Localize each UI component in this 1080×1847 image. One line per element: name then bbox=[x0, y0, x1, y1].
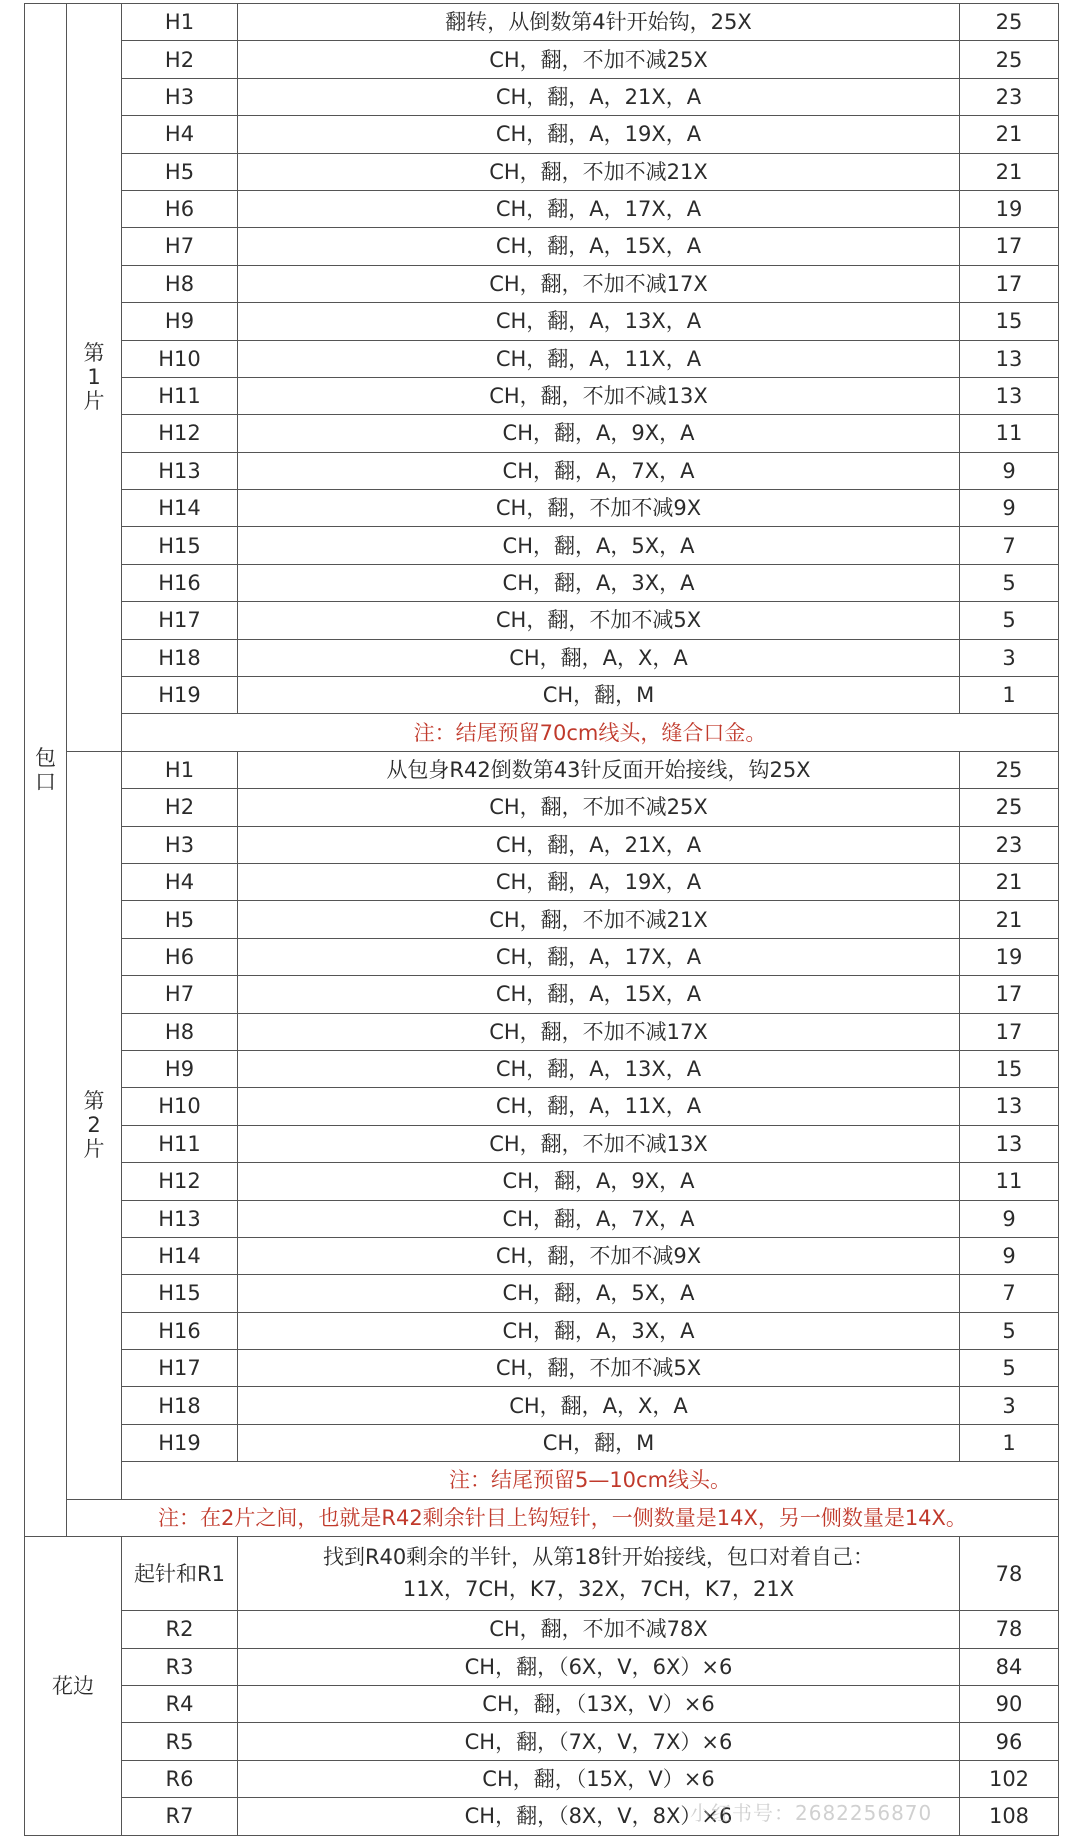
row-instruction: CH，翻，不加不减21X bbox=[238, 901, 960, 938]
row-id: H13 bbox=[122, 1200, 238, 1237]
row-id: H3 bbox=[122, 826, 238, 863]
table-row bbox=[25, 751, 1059, 788]
table-row bbox=[25, 863, 1059, 900]
row-id: R3 bbox=[122, 1648, 238, 1685]
row-id: H17 bbox=[122, 602, 238, 639]
row-id: H11 bbox=[122, 1125, 238, 1162]
table-row bbox=[25, 564, 1059, 601]
row-id: R4 bbox=[122, 1685, 238, 1722]
table-row bbox=[25, 527, 1059, 564]
stitch-count: 3 bbox=[960, 639, 1059, 676]
instruction-line: 找到R40剩余的半针，从第18针开始接线，包口对着自己： bbox=[322, 1545, 875, 1570]
stitch-count: 13 bbox=[960, 377, 1059, 414]
stitch-count: 5 bbox=[960, 1350, 1059, 1387]
stitch-count: 15 bbox=[960, 1050, 1059, 1087]
row-id: H8 bbox=[122, 1013, 238, 1050]
stitch-count: 3 bbox=[960, 1387, 1059, 1424]
stitch-count: 23 bbox=[960, 78, 1059, 115]
row-id: R6 bbox=[122, 1760, 238, 1797]
row-instruction: CH，翻，A，17X，A bbox=[238, 938, 960, 975]
row-instruction: CH，翻，不加不减21X bbox=[238, 153, 960, 190]
row-id: H6 bbox=[122, 190, 238, 227]
row-instruction: CH，翻，A，13X，A bbox=[238, 1050, 960, 1087]
table-row bbox=[25, 1013, 1059, 1050]
stitch-count: 11 bbox=[960, 1163, 1059, 1200]
table-row bbox=[25, 303, 1059, 340]
table-row bbox=[25, 1760, 1059, 1797]
row-instruction: CH，翻，A，7X，A bbox=[238, 452, 960, 489]
piece-label-char: 第 bbox=[83, 341, 105, 366]
stitch-count: 21 bbox=[960, 116, 1059, 153]
stitch-count: 19 bbox=[960, 190, 1059, 227]
row-instruction: CH，翻，A，11X，A bbox=[238, 340, 960, 377]
table-row bbox=[25, 1163, 1059, 1200]
table-row bbox=[25, 602, 1059, 639]
row-instruction: CH，翻，不加不减25X bbox=[238, 41, 960, 78]
row-instruction: CH，翻，（15X，V）×6 bbox=[238, 1760, 960, 1797]
table-row bbox=[25, 340, 1059, 377]
row-instruction: CH，翻，A，7X，A bbox=[238, 1200, 960, 1237]
row-id: H10 bbox=[122, 1088, 238, 1125]
row-instruction: CH，翻，不加不减25X bbox=[238, 789, 960, 826]
table-row bbox=[25, 116, 1059, 153]
row-id: H1 bbox=[122, 751, 238, 788]
row-id: H5 bbox=[122, 153, 238, 190]
row-id: H9 bbox=[122, 1050, 238, 1087]
piece-note: 注：结尾预留5—10cm线头。 bbox=[122, 1462, 1059, 1499]
stitch-count: 13 bbox=[960, 1088, 1059, 1125]
watermark-text: 小红书号：2682256870 bbox=[690, 1801, 933, 1825]
stitch-count: 108 bbox=[960, 1798, 1059, 1835]
row-instruction: 从包身R42倒数第43针反面开始接线，钩25X bbox=[238, 751, 960, 788]
piece-label-char: 1 bbox=[87, 365, 101, 390]
table-row bbox=[25, 639, 1059, 676]
stitch-count: 25 bbox=[960, 751, 1059, 788]
table-row bbox=[25, 1200, 1059, 1237]
row-id: H16 bbox=[122, 564, 238, 601]
stitch-count: 21 bbox=[960, 863, 1059, 900]
section-label-edge: 花边 bbox=[25, 1537, 122, 1836]
stitch-count: 17 bbox=[960, 1013, 1059, 1050]
row-instruction bbox=[238, 1537, 960, 1611]
stitch-count: 11 bbox=[960, 415, 1059, 452]
table-row bbox=[25, 153, 1059, 190]
row-id: H3 bbox=[122, 78, 238, 115]
table-row bbox=[25, 377, 1059, 414]
stitch-count: 17 bbox=[960, 265, 1059, 302]
table-row bbox=[25, 1424, 1059, 1461]
row-instruction: CH，翻，不加不减9X bbox=[238, 1237, 960, 1274]
row-instruction: CH，翻，不加不减9X bbox=[238, 490, 960, 527]
table-row bbox=[25, 490, 1059, 527]
row-id: H2 bbox=[122, 41, 238, 78]
row-id: H10 bbox=[122, 340, 238, 377]
table-row bbox=[25, 976, 1059, 1013]
row-id: H19 bbox=[122, 1424, 238, 1461]
stitch-count: 15 bbox=[960, 303, 1059, 340]
stitch-count: 7 bbox=[960, 527, 1059, 564]
row-instruction: CH，翻，不加不减5X bbox=[238, 602, 960, 639]
piece-label-char: 片 bbox=[83, 389, 105, 414]
table-row bbox=[25, 1275, 1059, 1312]
row-id: H18 bbox=[122, 1387, 238, 1424]
table-row bbox=[25, 1462, 1059, 1499]
row-id: H14 bbox=[122, 1237, 238, 1274]
stitch-count: 78 bbox=[960, 1537, 1059, 1611]
stitch-count: 5 bbox=[960, 602, 1059, 639]
row-id: R2 bbox=[122, 1611, 238, 1648]
row-instruction: CH，翻，A，X，A bbox=[238, 639, 960, 676]
row-id: H8 bbox=[122, 265, 238, 302]
row-instruction: CH，翻，（13X，V）×6 bbox=[238, 1685, 960, 1722]
table-row bbox=[25, 415, 1059, 452]
stitch-count: 19 bbox=[960, 938, 1059, 975]
table-row bbox=[25, 1387, 1059, 1424]
row-id: H11 bbox=[122, 377, 238, 414]
stitch-count: 9 bbox=[960, 1200, 1059, 1237]
stitch-count: 23 bbox=[960, 826, 1059, 863]
table-row bbox=[25, 190, 1059, 227]
table-row bbox=[25, 789, 1059, 826]
section-label-mouth: 包口 bbox=[25, 4, 67, 1537]
stitch-count: 13 bbox=[960, 1125, 1059, 1162]
row-id: 起针和R1 bbox=[122, 1537, 238, 1611]
piece-label bbox=[67, 751, 122, 1499]
row-instruction: CH，翻，A，9X，A bbox=[238, 415, 960, 452]
row-id: H7 bbox=[122, 228, 238, 265]
stitch-count: 7 bbox=[960, 1275, 1059, 1312]
stitch-count: 90 bbox=[960, 1685, 1059, 1722]
table-row bbox=[25, 452, 1059, 489]
row-id: R5 bbox=[122, 1723, 238, 1760]
table-row bbox=[25, 826, 1059, 863]
table-row bbox=[25, 714, 1059, 751]
stitch-count: 1 bbox=[960, 1424, 1059, 1461]
row-id: H4 bbox=[122, 116, 238, 153]
row-id: H12 bbox=[122, 1163, 238, 1200]
table-row bbox=[25, 1088, 1059, 1125]
row-instruction: CH，翻，A，19X，A bbox=[238, 863, 960, 900]
row-instruction: CH，翻，不加不减13X bbox=[238, 377, 960, 414]
stitch-count: 21 bbox=[960, 901, 1059, 938]
row-id: H14 bbox=[122, 490, 238, 527]
piece-label-char: 第 bbox=[83, 1089, 105, 1113]
stitch-count: 96 bbox=[960, 1723, 1059, 1760]
stitch-count: 25 bbox=[960, 789, 1059, 826]
row-instruction: CH，翻，A，11X，A bbox=[238, 1088, 960, 1125]
instruction-line: 11X，7CH，K7，32X，7CH，K7，21X bbox=[402, 1576, 795, 1601]
row-instruction: CH，翻，A，5X，A bbox=[238, 527, 960, 564]
row-instruction: CH，翻，M bbox=[238, 677, 960, 714]
row-instruction: CH，翻，（7X，V，7X）×6 bbox=[238, 1723, 960, 1760]
table-row bbox=[25, 1050, 1059, 1087]
row-instruction: CH，翻，A，X，A bbox=[238, 1387, 960, 1424]
table-row bbox=[25, 1685, 1059, 1722]
row-id: H13 bbox=[122, 452, 238, 489]
row-id: H9 bbox=[122, 303, 238, 340]
crochet-pattern-table bbox=[24, 3, 1059, 1836]
row-instruction: CH，翻，A，15X，A bbox=[238, 976, 960, 1013]
row-instruction: CH，翻，A，13X，A bbox=[238, 303, 960, 340]
stitch-count: 1 bbox=[960, 677, 1059, 714]
table-row bbox=[25, 1537, 1059, 1611]
stitch-count: 17 bbox=[960, 976, 1059, 1013]
row-instruction: CH，翻，A，3X，A bbox=[238, 564, 960, 601]
piece-label bbox=[67, 4, 122, 752]
row-id: H15 bbox=[122, 1275, 238, 1312]
row-id: H12 bbox=[122, 415, 238, 452]
row-instruction: CH，翻，（6X，V，6X）×6 bbox=[238, 1648, 960, 1685]
row-instruction: CH，翻，A，17X，A bbox=[238, 190, 960, 227]
table-row bbox=[25, 938, 1059, 975]
stitch-count: 9 bbox=[960, 1237, 1059, 1274]
table-row bbox=[25, 265, 1059, 302]
row-id: H5 bbox=[122, 901, 238, 938]
piece-label-char: 片 bbox=[83, 1137, 105, 1162]
row-id: H2 bbox=[122, 789, 238, 826]
row-instruction: CH，翻，A，9X，A bbox=[238, 1163, 960, 1200]
stitch-count: 5 bbox=[960, 1312, 1059, 1349]
row-instruction: CH，翻，不加不减17X bbox=[238, 265, 960, 302]
row-instruction: 翻转，从倒数第4针开始钩，25X bbox=[238, 4, 960, 41]
row-id: H16 bbox=[122, 1312, 238, 1349]
table-row bbox=[25, 1350, 1059, 1387]
stitch-count: 5 bbox=[960, 564, 1059, 601]
stitch-count: 9 bbox=[960, 490, 1059, 527]
row-instruction: CH，翻，A，21X，A bbox=[238, 826, 960, 863]
row-instruction: CH，翻，A，21X，A bbox=[238, 78, 960, 115]
stitch-count: 17 bbox=[960, 228, 1059, 265]
between-note: 注：在2片之间，也就是R42剩余针目上钩短针，一侧数量是14X，另一侧数量是14X。 bbox=[67, 1499, 1059, 1536]
row-instruction: CH，翻，不加不减78X bbox=[238, 1611, 960, 1648]
table-row bbox=[25, 1723, 1059, 1760]
row-instruction: CH，翻，M bbox=[238, 1424, 960, 1461]
table-row bbox=[25, 4, 1059, 41]
table-row bbox=[25, 228, 1059, 265]
table-row bbox=[25, 677, 1059, 714]
stitch-count: 9 bbox=[960, 452, 1059, 489]
stitch-count: 25 bbox=[960, 4, 1059, 41]
table-row bbox=[25, 1125, 1059, 1162]
stitch-count: 78 bbox=[960, 1611, 1059, 1648]
table-row bbox=[25, 1312, 1059, 1349]
row-id: H7 bbox=[122, 976, 238, 1013]
table-row bbox=[25, 41, 1059, 78]
row-id: H19 bbox=[122, 677, 238, 714]
stitch-count: 21 bbox=[960, 153, 1059, 190]
row-id: H6 bbox=[122, 938, 238, 975]
row-instruction: CH，翻，不加不减5X bbox=[238, 1350, 960, 1387]
stitch-count: 13 bbox=[960, 340, 1059, 377]
row-id: H4 bbox=[122, 863, 238, 900]
table-row bbox=[25, 901, 1059, 938]
row-instruction: CH，翻，A，3X，A bbox=[238, 1312, 960, 1349]
row-instruction: CH，翻，A，5X，A bbox=[238, 1275, 960, 1312]
row-id: H17 bbox=[122, 1350, 238, 1387]
row-instruction: CH，翻，（8X，V，8X）×6 bbox=[238, 1798, 960, 1835]
piece-label-char: 2 bbox=[87, 1113, 101, 1138]
stitch-count: 102 bbox=[960, 1760, 1059, 1797]
table-row bbox=[25, 78, 1059, 115]
piece-note: 注：结尾预留70cm线头，缝合口金。 bbox=[122, 714, 1059, 751]
row-instruction: CH，翻，不加不减17X bbox=[238, 1013, 960, 1050]
stitch-count: 25 bbox=[960, 41, 1059, 78]
row-id: H18 bbox=[122, 639, 238, 676]
table-row bbox=[25, 1611, 1059, 1648]
row-instruction: CH，翻，不加不减13X bbox=[238, 1125, 960, 1162]
table-row bbox=[25, 1237, 1059, 1274]
row-id: H15 bbox=[122, 527, 238, 564]
row-id: R7 bbox=[122, 1798, 238, 1835]
row-instruction: CH，翻，A，19X，A bbox=[238, 116, 960, 153]
row-instruction: CH，翻，A，15X，A bbox=[238, 228, 960, 265]
row-id: H1 bbox=[122, 4, 238, 41]
table-row bbox=[25, 1499, 1059, 1536]
table-row bbox=[25, 1648, 1059, 1685]
stitch-count: 84 bbox=[960, 1648, 1059, 1685]
